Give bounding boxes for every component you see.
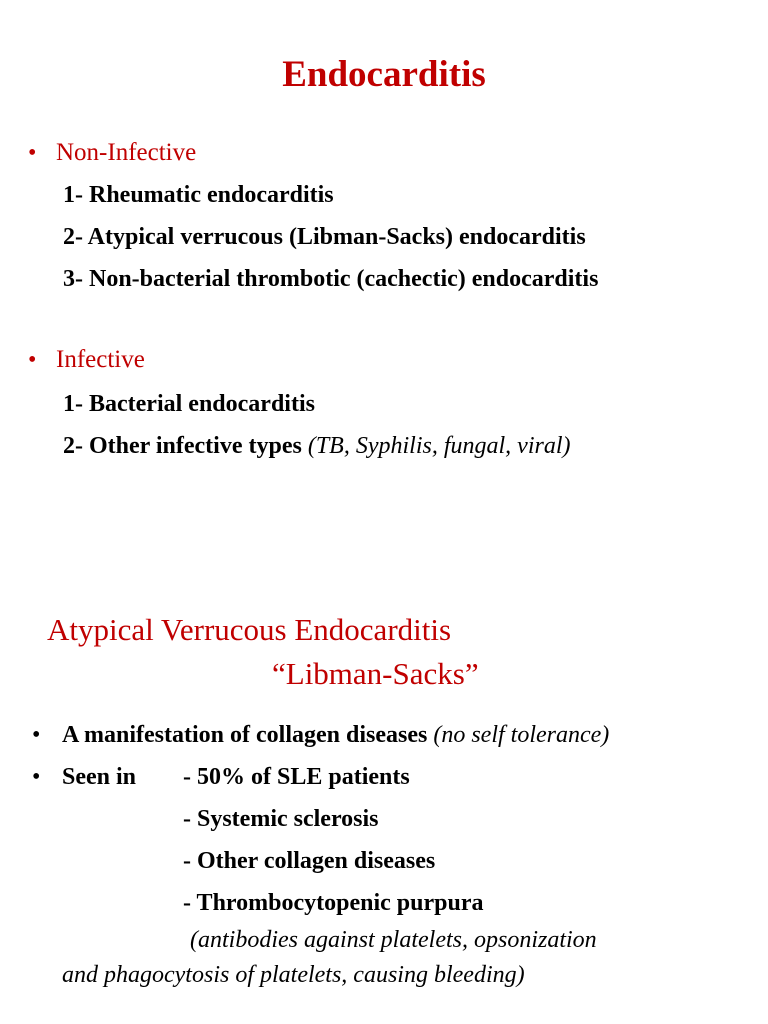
bullet-seen-in-label: Seen in [62, 764, 137, 790]
list-item: 3- Non-bacterial thrombotic (cachectic) endocarditis [63, 266, 599, 292]
bullet-icon: • [32, 764, 41, 790]
seen-in-item: - Other collagen diseases [183, 848, 436, 874]
group-heading-infective: Infective [56, 346, 145, 373]
bullet-collagen [62, 719, 609, 751]
list-item: 1- Rheumatic endocarditis [63, 182, 334, 208]
note-line: and phagocytosis of platelets, causing bleeding) [62, 962, 525, 988]
list-item: 2- Atypical verrucous (Libman-Sacks) endocarditis [63, 224, 586, 250]
seen-in-item: - Systemic sclerosis [183, 806, 379, 832]
bullet-icon: • [32, 722, 41, 748]
list-item: 1- Bacterial endocarditis [63, 391, 315, 417]
seen-in-item: - 50% of SLE patients [183, 764, 410, 790]
bullet-collagen-text: A manifestation of collagen diseases [62, 722, 428, 748]
list-item-text: 2- Other infective types [63, 433, 302, 459]
slide2-title: Atypical Verrucous Endocarditis [47, 612, 452, 647]
bullet-collagen-note: (no self tolerance) [433, 722, 610, 748]
list-item-note: (TB, Syphilis, fungal, viral) [307, 433, 571, 459]
slide1-title: Endocarditis [282, 54, 486, 95]
note-line: (antibodies against platelets, opsonization [190, 927, 597, 953]
list-item [63, 430, 570, 462]
group-heading-non-infective: Non-Infective [56, 139, 197, 166]
slide2-subtitle: “Libman-Sacks” [272, 656, 479, 691]
bullet-icon: • [28, 140, 37, 166]
bullet-icon: • [28, 347, 37, 373]
seen-in-item: - Thrombocytopenic purpura [183, 890, 484, 916]
